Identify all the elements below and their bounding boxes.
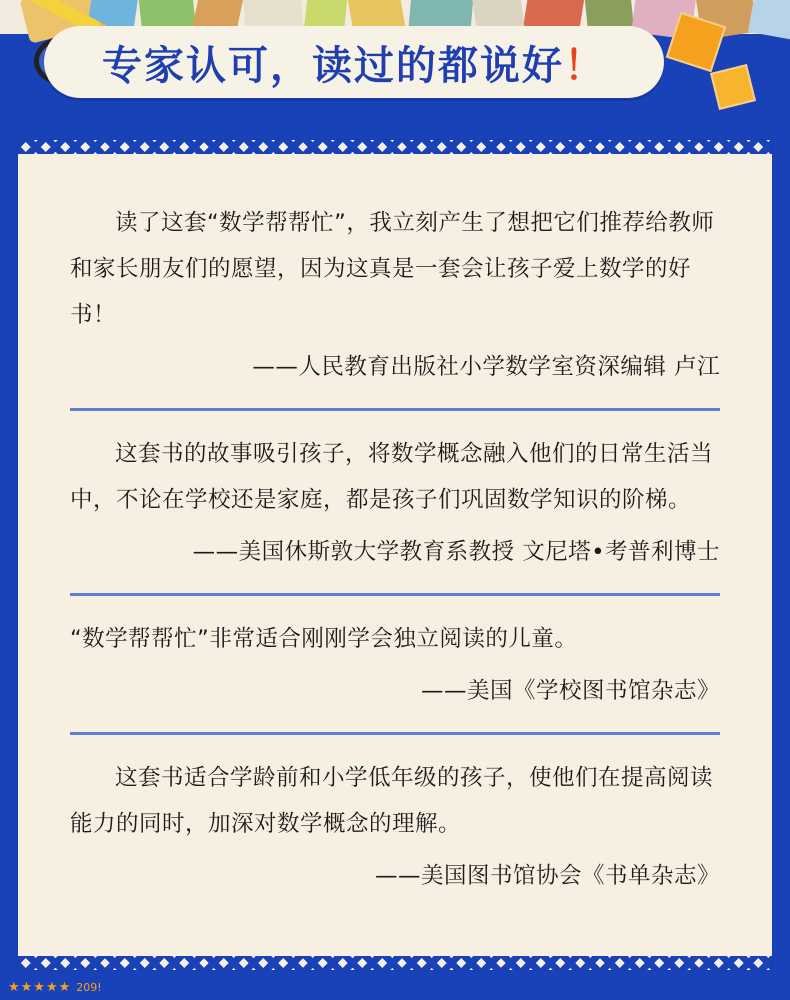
paper-sheet [18, 140, 772, 970]
quote-block [70, 755, 720, 899]
divider [70, 593, 720, 596]
quote-body: “数学帮帮忙”非常适合刚刚学会独立阅读的儿童。 [70, 626, 578, 652]
quotes-container [18, 140, 772, 970]
rating-count: 209! [76, 980, 102, 994]
quote-block [70, 200, 720, 390]
quote-source: ——美国休斯敦大学教育系教授 文尼塔•考普利博士 [192, 539, 720, 565]
star-rating-icon: ★★★★★ [8, 979, 72, 994]
divider [70, 408, 720, 411]
quote-body: 读了这套“数学帮帮忙”，我立刻产生了想把它们推荐给教师和家长朋友们的愿望，因为这真是一套会让孩子爱上数学的好书！ [70, 210, 715, 328]
headline-banner [44, 26, 664, 98]
footer-bar [0, 974, 790, 1000]
quote-source: ——美国《学校图书馆杂志》 [420, 678, 720, 704]
quote-source: ——美国图书馆协会《书单杂志》 [374, 863, 720, 889]
headline-accent-text: ！ [564, 42, 606, 89]
quote-source: ——人民教育出版社小学数学室资深编辑 卢江 [252, 354, 720, 380]
page-title [102, 34, 606, 91]
quote-block [70, 616, 720, 714]
quote-body: 这套书适合学龄前和小学低年级的孩子，使他们在提高阅读能力的同时，加深对数学概念的理解。 [70, 765, 714, 837]
quote-block [70, 431, 720, 575]
headline-main-text: 专家认可，读过的都说好 [102, 42, 564, 89]
divider [70, 732, 720, 735]
quote-body: 这套书的故事吸引孩子，将数学概念融入他们的日常生活当中，不论在学校还是家庭，都是孩子们巩固数学知识的阶梯。 [70, 441, 714, 513]
